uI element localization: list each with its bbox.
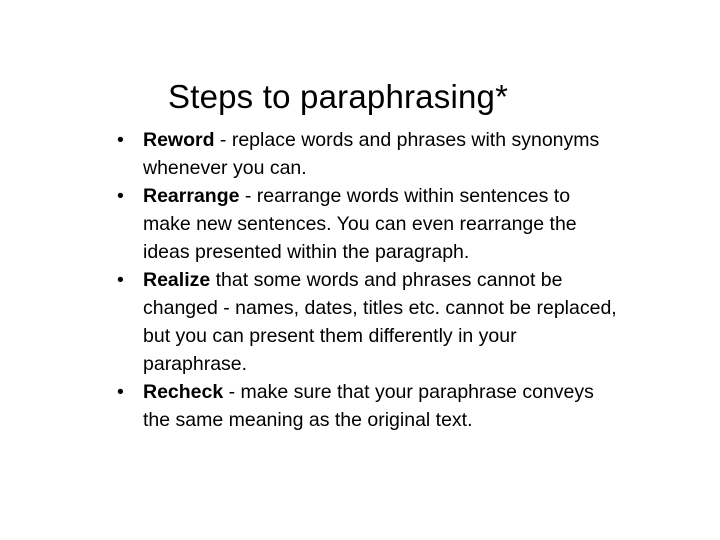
bullet-text: - replace words and phrases with synonyms whenever you can. [143, 129, 600, 179]
bullet-text: - make sure that your paraphrase conveys the same meaning as the original text. [143, 381, 594, 431]
bullet-list [117, 126, 617, 434]
bullet-icon: • [117, 185, 124, 207]
bullet-text: - rearrange words within sentences to make new sentences. You can even rearrange the ideas presented within the paragraph. [143, 185, 577, 263]
bullet-item-reword [117, 126, 617, 182]
bullet-term: Realize [143, 269, 211, 291]
bullet-icon: • [117, 129, 124, 151]
slide-title: Steps to paraphrasing* [168, 78, 509, 115]
bullet-term: Rearrange [143, 185, 240, 207]
bullet-text: that some words and phrases cannot be changed - names, dates, titles etc. cannot be replaced, but you can present them differently in your paraphrase. [143, 269, 617, 375]
bullet-item-rearrange [117, 182, 617, 266]
bullet-item-recheck [117, 378, 617, 434]
bullet-icon: • [117, 269, 124, 291]
bullet-term: Recheck [143, 381, 224, 403]
bullet-term: Reword [143, 129, 215, 151]
bullet-item-realize [117, 266, 617, 378]
bullet-icon: • [117, 381, 124, 403]
